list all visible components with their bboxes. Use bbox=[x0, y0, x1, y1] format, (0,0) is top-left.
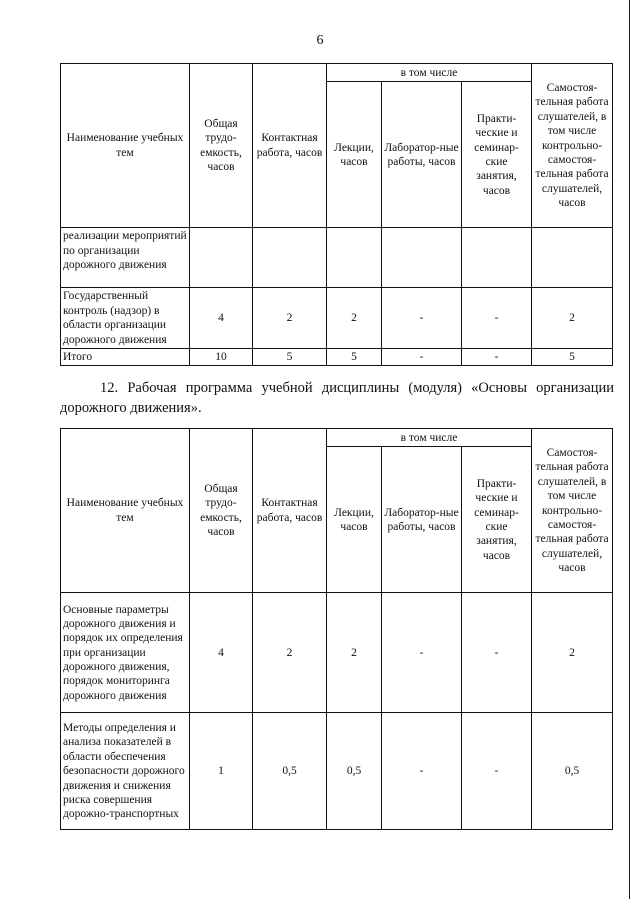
lab-hours bbox=[382, 228, 462, 288]
self-study-hours: 2 bbox=[532, 288, 613, 349]
header-name: Наименование учебных тем bbox=[61, 64, 190, 228]
contact-hours: 2 bbox=[253, 593, 327, 713]
topic-name: Государственный контроль (надзор) в области организации дорожного движения bbox=[61, 288, 190, 349]
lab-hours: - bbox=[382, 593, 462, 713]
total-hours bbox=[190, 228, 253, 288]
hours-table-2 bbox=[60, 428, 613, 830]
header-contact-hours: Контактная работа, часов bbox=[253, 64, 327, 228]
practical-hours bbox=[462, 228, 532, 288]
header-lab: Лаборатор-ные работы, часов bbox=[382, 447, 462, 593]
header-self-study: Самостоя-тельная работа слушателей, в том числе контрольно-самостоя-тельная работа слушателей, часов bbox=[532, 64, 613, 228]
table-row bbox=[61, 593, 613, 713]
table-row bbox=[61, 713, 613, 830]
table-row bbox=[61, 288, 613, 349]
header-total-hours: Общая трудо-емкость, часов bbox=[190, 429, 253, 593]
page-edge bbox=[629, 0, 630, 899]
total-hours: 1 bbox=[190, 713, 253, 830]
page-number: 6 bbox=[316, 33, 324, 48]
lab-hours: - bbox=[382, 713, 462, 830]
lab-hours: - bbox=[382, 348, 462, 365]
practical-hours: - bbox=[462, 713, 532, 830]
header-lectures: Лекции, часов bbox=[327, 82, 382, 228]
practical-hours: - bbox=[462, 288, 532, 349]
header-including: в том числе bbox=[327, 64, 532, 82]
practical-hours: - bbox=[462, 593, 532, 713]
header-lab: Лаборатор-ные работы, часов bbox=[382, 82, 462, 228]
hours-table-1 bbox=[60, 63, 613, 366]
header-contact-hours: Контактная работа, часов bbox=[253, 429, 327, 593]
self-study-hours bbox=[532, 228, 613, 288]
header-total-hours: Общая трудо-емкость, часов bbox=[190, 64, 253, 228]
contact-hours: 5 bbox=[253, 348, 327, 365]
header-lectures: Лекции, часов bbox=[327, 447, 382, 593]
lecture-hours: 2 bbox=[327, 593, 382, 713]
table-row bbox=[61, 228, 613, 288]
header-self-study: Самостоя-тельная работа слушателей, в том числе контрольно-самостоя-тельная работа слушателей, часов bbox=[532, 429, 613, 593]
self-study-hours: 2 bbox=[532, 593, 613, 713]
header-practical: Практи-ческие и семинар-ские занятия, часов bbox=[462, 82, 532, 228]
contact-hours bbox=[253, 228, 327, 288]
contact-hours: 0,5 bbox=[253, 713, 327, 830]
lecture-hours: 5 bbox=[327, 348, 382, 365]
topic-name: Методы определения и анализа показателей в области обеспечения безопасности дорожного движения и снижения риска совершения дорожно-транспортных bbox=[61, 713, 190, 830]
topic-name: реализации мероприятий по организации дорожного движения bbox=[61, 228, 190, 288]
total-label: Итого bbox=[61, 348, 190, 365]
header-name: Наименование учебных тем bbox=[61, 429, 190, 593]
lecture-hours: 0,5 bbox=[327, 713, 382, 830]
lab-hours: - bbox=[382, 288, 462, 349]
lecture-hours: 2 bbox=[327, 288, 382, 349]
header-including: в том числе bbox=[327, 429, 532, 447]
self-study-hours: 5 bbox=[532, 348, 613, 365]
header-practical: Практи-ческие и семинар-ские занятия, часов bbox=[462, 447, 532, 593]
table-row-total bbox=[61, 348, 613, 365]
section-heading: 12. Рабочая программа учебной дисциплины (модуля) «Основы организации дорожного движения». bbox=[60, 380, 614, 416]
self-study-hours: 0,5 bbox=[532, 713, 613, 830]
total-hours: 10 bbox=[190, 348, 253, 365]
total-hours: 4 bbox=[190, 593, 253, 713]
contact-hours: 2 bbox=[253, 288, 327, 349]
total-hours: 4 bbox=[190, 288, 253, 349]
lecture-hours bbox=[327, 228, 382, 288]
topic-name: Основные параметры дорожного движения и порядок их определения при организации дорожного движения, порядок мониторинга дорожного движения bbox=[61, 593, 190, 713]
practical-hours: - bbox=[462, 348, 532, 365]
